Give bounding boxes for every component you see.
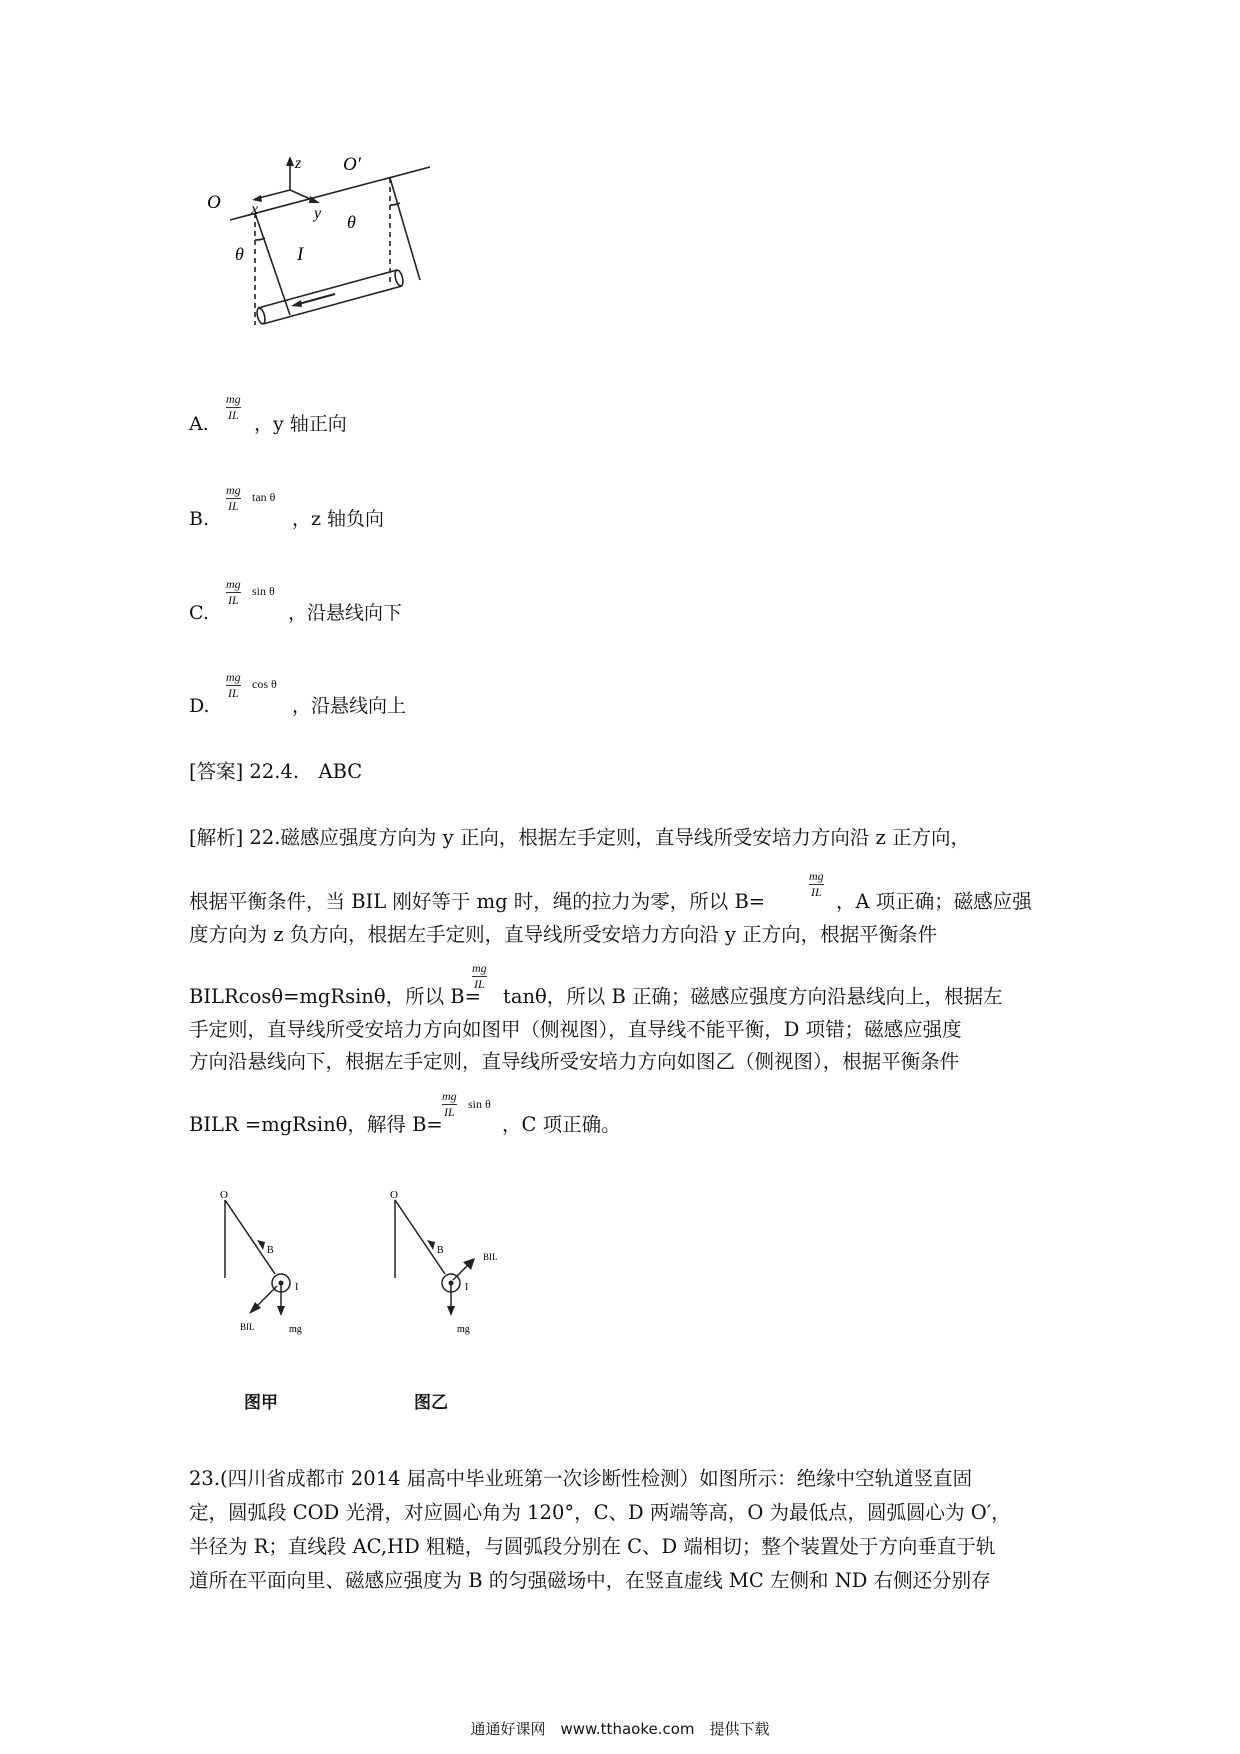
option-c-fraction: mg IL	[226, 577, 241, 607]
problem-23-line-3: 半径为 R；直线段 AC,HD 粗糙，与圆弧段分别在 C、D 端相切；整个装置处于方向垂直于轨	[189, 1535, 996, 1558]
label-y: y	[314, 205, 322, 222]
analysis-line-6: 方向沿悬线向下，根据左手定则，直导线所受安培力方向如图乙（侧视图），根据平衡条件	[189, 1050, 960, 1073]
analysis-fraction-2: mg IL	[472, 961, 487, 991]
option-a-fraction: mg IL	[226, 392, 241, 422]
analysis-line-4b: tanθ，所以 B 正确；磁感应强度方向沿悬线向上，根据左	[503, 985, 1003, 1008]
figure-yi	[385, 1190, 505, 1340]
jia-label-I: I	[295, 1282, 299, 1293]
answer-line: [答案] 22.4. ABC	[189, 760, 363, 783]
label-current: I	[297, 244, 304, 265]
analysis-fraction-1: mg IL	[809, 869, 824, 899]
jia-label-B: B	[267, 1245, 274, 1256]
yi-label-BIL: BIL	[483, 1252, 498, 1262]
yi-label-I: I	[465, 1282, 469, 1293]
label-O: O	[207, 192, 221, 213]
jia-label-BIL: BIL	[240, 1322, 255, 1332]
jia-label-O: O	[220, 1189, 228, 1201]
figure-jia	[215, 1190, 325, 1340]
option-c-text: ，沿悬线向下	[288, 602, 403, 624]
option-d-text: ，沿悬线向上	[292, 695, 407, 717]
jia-label-mg: mg	[289, 1324, 302, 1335]
option-a-letter: A.	[189, 413, 209, 435]
yi-label-B: B	[437, 1245, 444, 1256]
label-theta-right: θ	[347, 212, 356, 232]
yi-label-mg: mg	[457, 1324, 470, 1335]
analysis-sin: sin θ	[468, 1097, 491, 1111]
analysis-line-2b: ，A 项正确；磁感应强	[836, 890, 1032, 913]
option-b-trig: tan θ	[252, 490, 276, 504]
page-footer: 通通好课网 www.tthaoke.com 提供下载	[470, 1720, 770, 1738]
analysis-line-2a: 根据平衡条件，当 BIL 刚好等于 mg 时，绳的拉力为零，所以 B=	[189, 890, 766, 913]
problem-23-line-4: 道所在平面向里、磁感应强度为 B 的匀强磁场中，在竖直虚线 MC 左侧和 ND 右侧还分别存	[189, 1569, 991, 1592]
option-b-letter: B.	[189, 508, 210, 530]
analysis-line-5: 手定则，直导线所受安培力方向如图甲（侧视图），直导线不能平衡，D 项错；磁感应强度	[189, 1018, 962, 1041]
analysis-line-4a: BILRcosθ=mgRsinθ，所以 B=	[189, 985, 481, 1008]
label-z: z	[295, 155, 302, 172]
option-c-letter: C.	[189, 602, 209, 624]
problem-23-line-2: 定，圆弧段 COD 光滑，对应圆心角为 120°，C、D 两端等高，O 为最低点，圆弧圆心为 O′，	[189, 1501, 1011, 1524]
figure-suspended-rod	[207, 154, 455, 335]
caption-jia: 图甲	[244, 1393, 278, 1413]
option-d-trig: cos θ	[252, 677, 277, 691]
option-d-fraction: mg IL	[226, 670, 241, 700]
analysis-fraction-3: mg IL	[442, 1089, 457, 1119]
option-c-trig: sin θ	[252, 584, 275, 598]
analysis-line-7b: ，C 项正确。	[502, 1113, 621, 1136]
label-theta-left: θ	[235, 244, 244, 264]
label-O-prime: O′	[343, 154, 361, 175]
option-a-text: ，y 轴正向	[254, 413, 347, 435]
label-x: x	[251, 201, 259, 218]
problem-23-line-1: 23.(四川省成都市 2014 届高中毕业班第一次诊断性检测）如图所示：绝缘中空轨道竖直固	[189, 1467, 973, 1490]
option-b-fraction: mg IL	[226, 483, 241, 513]
yi-label-O: O	[390, 1189, 398, 1201]
option-b-text: ，z 轴负向	[292, 508, 385, 530]
analysis-line-1: [解析] 22.磁感应强度方向为 y 正向，根据左手定则，直导线所受安培力方向沿 z 正方向，	[189, 826, 971, 849]
caption-yi: 图乙	[414, 1393, 448, 1413]
option-d-letter: D.	[189, 695, 210, 717]
analysis-line-7a: BILR =mgRsinθ，解得 B=	[189, 1113, 443, 1136]
analysis-line-3: 度方向为 z 负方向，根据左手定则，直导线所受安培力方向沿 y 正方向，根据平衡条件	[189, 923, 938, 946]
